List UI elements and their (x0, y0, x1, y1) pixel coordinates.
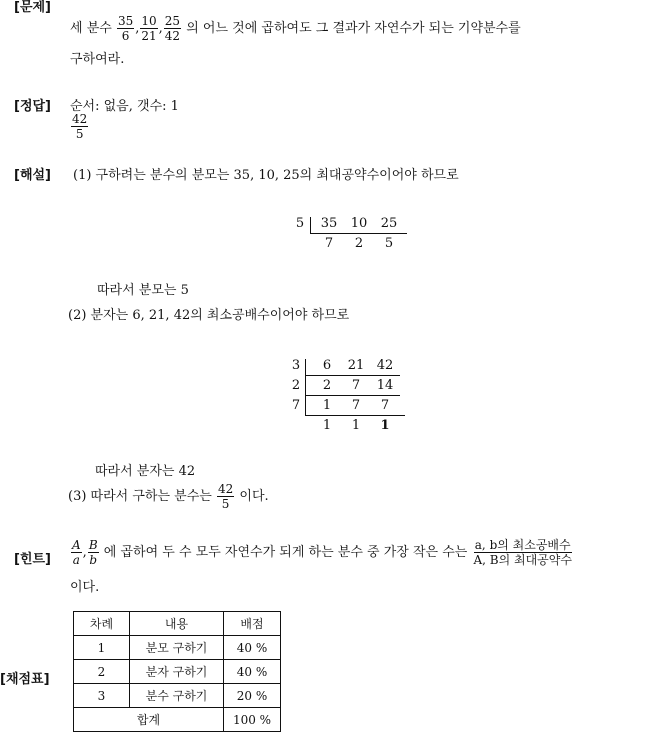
ladder1-divisor: 5 (295, 216, 305, 231)
rubric-label: [채점표] (0, 672, 50, 687)
solution-step-2: (2) 분자는 6, 21, 42의 최소공배수이어야 하므로 (68, 308, 350, 323)
hint-fraction-b: $\frac{B}{b}$ (88, 538, 98, 567)
solution-step-3-end: 이다. (239, 489, 269, 504)
problem-label: [문제] (14, 0, 51, 15)
problem-text-after: 의 어느 것에 곱하여도 그 결과가 자연수가 되는 기약분수를 (186, 21, 521, 36)
ladder1-cell: 35 (320, 216, 338, 231)
ladder2-result: 1 (322, 418, 332, 433)
rubric-header-row (74, 612, 281, 636)
hint-line-2: 이다. (70, 580, 100, 595)
problem-text-before: 세 분수 (70, 21, 112, 36)
ladder2-divisor: 3 (291, 358, 301, 373)
ladder2-cell: 14 (376, 378, 394, 393)
rubric-cell: 40 % (224, 636, 281, 660)
rubric-total-value: 100 % (224, 708, 281, 732)
ladder2-cell: 1 (322, 398, 332, 413)
ladder2-divisor: 7 (291, 398, 301, 413)
ladder1-result: 7 (324, 236, 334, 251)
answer-line: 순서: 없음, 갯수: 1 (70, 99, 179, 114)
hint-line-1: $\frac{A}{a}$ , $\frac{B}{b}$ 에 곱하여 두 수 모두 자연수가 되게 하는 분수 중 가장 작은 수는 $\frac{\text{a, b의 최소공배수}}{\text{A, B의 최대공약수}}$ (72, 538, 572, 567)
hint-fraction-result: $\frac{\text{a, b의 최소공배수}}{\text{A, B의 최대공약수}}$ (473, 538, 572, 567)
rubric-cell: 3 (74, 684, 130, 708)
table-row (74, 660, 281, 684)
ladder2-divisor: 2 (291, 378, 301, 393)
rubric-header-cell: 내용 (130, 612, 224, 636)
ladder2-cell: 6 (322, 358, 332, 373)
solution-step-1: (1) 구하려는 분수의 분모는 35, 10, 25의 최대공약수이어야 하므로 (73, 168, 459, 183)
rubric-header-cell: 배점 (224, 612, 281, 636)
division-ladder-2 (288, 358, 408, 438)
ladder1-result: 2 (354, 236, 364, 251)
rubric-header-cell: 차례 (74, 612, 130, 636)
ladder1-cell: 25 (380, 216, 398, 231)
rubric-cell: 분자 구하기 (130, 660, 224, 684)
rubric-cell: 분모 구하기 (130, 636, 224, 660)
rubric-cell: 1 (74, 636, 130, 660)
answer-label: [정답] (14, 99, 51, 114)
ladder2-cell: 7 (380, 398, 390, 413)
table-row (74, 636, 281, 660)
problem-fraction-3: $\frac{25}{42}$ (164, 14, 181, 43)
rubric-total-label: 합계 (74, 708, 224, 732)
rubric-cell: 40 % (224, 660, 281, 684)
hint-text: 에 곱하여 두 수 모두 자연수가 되게 하는 분수 중 가장 작은 수는 (103, 545, 468, 560)
solution-conclusion-1: 따라서 분모는 5 (97, 283, 189, 298)
problem-line-2: 구하여라. (70, 52, 125, 67)
solution-label: [해설] (14, 168, 51, 183)
solution-conclusion-2: 따라서 분자는 42 (95, 464, 196, 479)
rubric-cell: 분수 구하기 (130, 684, 224, 708)
hint-fraction-a: $\frac{A}{a}$ (72, 538, 81, 567)
problem-line-1: 세 분수 $\frac{35}{6}$ , $\frac{10}{21}$ , $\frac{25}{42}$ 의 어느 것에 곱하여도 그 결과가 자연수가 되는 기약분수를 (70, 14, 521, 43)
ladder1-result: 5 (384, 236, 394, 251)
ladder2-result: 1 (351, 418, 361, 433)
ladder2-cell: 2 (322, 378, 332, 393)
rubric-total-row (74, 708, 281, 732)
answer-fraction: $\frac{42}{5}$ (72, 112, 88, 141)
ladder2-cell: 7 (351, 398, 361, 413)
ladder2-cell: 42 (376, 358, 394, 373)
ladder2-cell: 7 (351, 378, 361, 393)
rubric-cell: 2 (74, 660, 130, 684)
solution-step-3-fraction: $\frac{42}{5}$ (217, 482, 234, 511)
division-ladder-1 (296, 216, 416, 256)
ladder2-cell: 21 (347, 358, 365, 373)
problem-fraction-1: $\frac{35}{6}$ (117, 14, 134, 43)
solution-step-3 (68, 482, 269, 511)
ladder2-result: 1 (380, 418, 390, 433)
rubric-table (73, 611, 281, 732)
solution-step-3-text: (3) 따라서 구하는 분수는 (68, 489, 212, 504)
hint-label: [힌트] (14, 552, 51, 567)
rubric-cell: 20 % (224, 684, 281, 708)
ladder1-cell: 10 (350, 216, 368, 231)
table-row (74, 684, 281, 708)
problem-fraction-2: $\frac{10}{21}$ (141, 14, 157, 43)
